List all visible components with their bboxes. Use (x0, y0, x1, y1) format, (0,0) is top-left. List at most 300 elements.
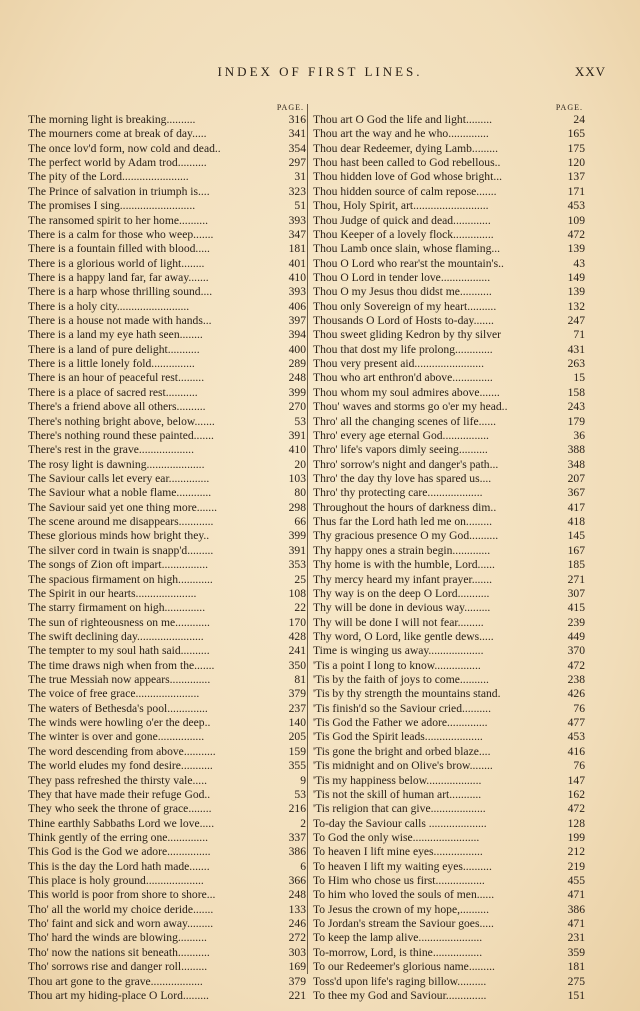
page-reference: 428 (288, 629, 306, 643)
page-reference: 207 (567, 471, 585, 485)
first-line-text: Thou Judge of quick and dead............. (313, 213, 491, 227)
index-entry (313, 989, 585, 1003)
index-entry (28, 170, 306, 184)
index-entry (313, 486, 585, 500)
page-header (0, 64, 640, 84)
index-entry (313, 817, 585, 831)
page-reference: 145 (567, 529, 585, 543)
first-line-text: Thou that dost my life prolong............. (313, 342, 493, 356)
index-entry (313, 587, 585, 601)
index-entry (313, 242, 585, 256)
first-line-text: Thou hidden love of God whose bright... (313, 170, 503, 184)
first-line-text: The voice of free grace...................... (28, 687, 200, 701)
page-reference: 472 (567, 658, 585, 672)
first-line-text: Thou O Lord in tender love................. (313, 270, 491, 284)
index-entry (313, 127, 585, 141)
index-entry (28, 429, 306, 443)
first-line-text: Thy gracious presence O my God.......... (313, 529, 499, 543)
first-line-text: 'Tis my happiness below................... (313, 773, 482, 787)
first-line-text: The winds were howling o'er the deep.. (28, 716, 211, 730)
index-entry (313, 960, 585, 974)
page-reference: 199 (567, 830, 585, 844)
first-line-text: To our Redeemer's glorious name......... (313, 960, 495, 974)
page-number: XXV (574, 64, 606, 79)
first-line-text: Thou hast been called to God rebellous.. (313, 156, 501, 170)
page-reference: 36 (573, 428, 585, 442)
first-line-text: The perfect world by Adam trod.......... (28, 156, 207, 170)
page-reference: 120 (567, 156, 585, 170)
index-entry (313, 716, 585, 730)
index-entry (313, 285, 585, 299)
column-header: PAGE. (555, 103, 583, 112)
page-reference: 417 (567, 500, 585, 514)
left-column (28, 103, 306, 1003)
page-reference: 426 (567, 687, 585, 701)
first-line-text: The Saviour said yet one thing more....... (28, 500, 218, 514)
first-line-text: Thou Keeper of a lovely flock.............. (313, 227, 494, 241)
first-line-text: 'Tis God the Spirit leads.................... (313, 730, 483, 744)
page-reference: 472 (567, 802, 585, 816)
first-line-text: 'Tis finish'd so the Saviour cried.......... (313, 701, 491, 715)
index-entry (28, 501, 306, 515)
page-reference: 109 (567, 213, 585, 227)
index-entry (28, 357, 306, 371)
page-reference: 406 (288, 299, 306, 313)
index-entry (28, 242, 306, 256)
index-entry (28, 257, 306, 271)
index-entry (313, 558, 585, 572)
first-line-text: The time draws nigh when from the....... (28, 658, 215, 672)
page-reference: 137 (567, 170, 585, 184)
page-reference: 270 (288, 400, 306, 414)
page-reference: 399 (288, 529, 306, 543)
index-entry (28, 587, 306, 601)
index-entry (313, 443, 585, 457)
first-line-text: Thy will be done in devious way......... (313, 601, 491, 615)
page-reference: 394 (288, 328, 306, 342)
page-reference: 397 (288, 314, 306, 328)
index-entry (28, 573, 306, 587)
page-reference: 181 (288, 242, 306, 256)
entry-list (28, 113, 306, 1003)
index-entry (313, 573, 585, 587)
first-line-text: To him who loved the souls of men...... (313, 888, 495, 902)
index-entry (313, 931, 585, 945)
page-reference: 140 (288, 716, 306, 730)
index-entry (313, 788, 585, 802)
page-reference: 272 (288, 931, 306, 945)
index-entry (28, 817, 306, 831)
page-reference: 386 (288, 845, 306, 859)
index-entry (313, 802, 585, 816)
page-reference: 2 (300, 816, 306, 830)
index-entry (28, 702, 306, 716)
page-reference: 139 (567, 242, 585, 256)
page-title: INDEX OF FIRST LINES. (217, 64, 423, 79)
index-entry (28, 673, 306, 687)
index-entry (28, 228, 306, 242)
page-reference: 71 (573, 328, 585, 342)
index-entry (313, 170, 585, 184)
first-line-text: There is a happy land far, far away....... (28, 270, 209, 284)
page-reference: 133 (288, 902, 306, 916)
right-column (313, 103, 585, 1003)
index-entry (28, 400, 306, 414)
page-reference: 247 (567, 314, 585, 328)
index-entry (313, 386, 585, 400)
first-line-text: The word descending from above........... (28, 744, 216, 758)
first-line-text: Thou very present aid........................ (313, 357, 484, 371)
first-line-text: Thro' thy protecting care................... (313, 486, 483, 500)
page-reference: 453 (567, 730, 585, 744)
index-entry (313, 759, 585, 773)
first-line-text: Think gently of the erring one.............. (28, 830, 208, 844)
page-reference: 108 (288, 586, 306, 600)
first-line-text: 'Tis by thy strength the mountains stand. (313, 687, 501, 701)
page-reference: 53 (294, 414, 306, 428)
index-entry (313, 659, 585, 673)
index-entry (28, 156, 306, 170)
first-line-text: There is a place of sacred rest........... (28, 385, 198, 399)
first-line-text: To Him who chose us first................. (313, 874, 485, 888)
index-entry (313, 860, 585, 874)
index-entry (28, 874, 306, 888)
first-line-text: The tempter to my soul hath said.......... (28, 644, 210, 658)
page-reference: 418 (567, 515, 585, 529)
index-entry (28, 917, 306, 931)
first-line-text: To Jesus the crown of my hope,.......... (313, 902, 489, 916)
index-entry (28, 558, 306, 572)
page-reference: 323 (288, 184, 306, 198)
page-reference: 303 (288, 945, 306, 959)
first-line-text: Thy happy ones a strain begin............. (313, 543, 491, 557)
index-entry (28, 458, 306, 472)
page-reference: 205 (288, 730, 306, 744)
index-entry (313, 975, 585, 989)
page-reference: 212 (567, 845, 585, 859)
page-reference: 391 (288, 543, 306, 557)
first-line-text: 'Tis by the faith of joys to come.......... (313, 673, 489, 687)
first-line-text: Thy mercy heard my infant prayer....... (313, 572, 492, 586)
index-entry (28, 975, 306, 989)
page-reference: 393 (288, 285, 306, 299)
first-line-text: To thee my God and Saviour.............. (313, 988, 487, 1002)
index-entry (313, 328, 585, 342)
first-line-text: 'Tis a point I long to know................ (313, 658, 481, 672)
page-reference: 53 (294, 787, 306, 801)
index-entry (313, 415, 585, 429)
page-reference: 379 (288, 974, 306, 988)
page-reference: 477 (567, 716, 585, 730)
index-entry (28, 888, 306, 902)
page-reference: 181 (567, 960, 585, 974)
first-line-text: To heaven I lift my waiting eyes.......... (313, 859, 492, 873)
page-reference: 25 (294, 572, 306, 586)
page-reference: 20 (294, 457, 306, 471)
page-reference: 158 (567, 385, 585, 399)
page-reference: 379 (288, 687, 306, 701)
index-entry (313, 257, 585, 271)
page-reference: 76 (573, 759, 585, 773)
index-entry (28, 644, 306, 658)
index-entry (28, 343, 306, 357)
page-reference: 51 (294, 199, 306, 213)
page-reference: 453 (567, 199, 585, 213)
page-reference: 370 (567, 644, 585, 658)
page-reference: 6 (300, 859, 306, 873)
index-entry (313, 774, 585, 788)
index-entry (28, 314, 306, 328)
first-line-text: Tho' sorrows rise and danger roll......... (28, 960, 208, 974)
page-reference: 103 (288, 471, 306, 485)
page-reference: 231 (567, 931, 585, 945)
index-entry (28, 687, 306, 701)
first-line-text: There is a land of pure delight........... (28, 342, 200, 356)
index-entry (28, 544, 306, 558)
first-line-text: These glorious minds how bright they.. (28, 529, 210, 543)
page-reference: 15 (573, 371, 585, 385)
first-line-text: There's nothing bright above, below....... (28, 414, 215, 428)
index-entry (28, 745, 306, 759)
index-entry (28, 472, 306, 486)
first-line-text: The Saviour calls let every ear.............. (28, 471, 210, 485)
page-reference: 410 (288, 270, 306, 284)
first-line-text: Thy way is on the deep O Lord........... (313, 586, 490, 600)
first-line-text: Thy word, O Lord, like gentle dews..... (313, 629, 494, 643)
first-line-text: To-morrow, Lord, is thine................. (313, 945, 483, 959)
first-line-text: The silver cord in twain is snapp'd......... (28, 543, 214, 557)
page-reference: 149 (567, 270, 585, 284)
page-reference: 399 (288, 385, 306, 399)
first-line-text: 'Tis not the skill of human art........... (313, 787, 482, 801)
page-reference: 81 (294, 673, 306, 687)
index-entry (313, 429, 585, 443)
page-reference: 455 (567, 874, 585, 888)
index-entry (28, 214, 306, 228)
first-line-text: Thou art the way and he who.............. (313, 127, 489, 141)
index-entry (28, 730, 306, 744)
page-reference: 31 (294, 170, 306, 184)
first-line-text: Thou hidden source of calm repose....... (313, 184, 497, 198)
first-line-text: Thro' life's vapors dimly seeing.......... (313, 443, 488, 457)
index-entry (28, 759, 306, 773)
index-entry (313, 673, 585, 687)
page-reference: 80 (294, 486, 306, 500)
index-entry (28, 285, 306, 299)
first-line-text: Thou whom my soul admires above....... (313, 385, 500, 399)
page-reference: 159 (288, 744, 306, 758)
first-line-text: They that have made their refuge God.. (28, 787, 211, 801)
first-line-text: Thou art O God the life and light......... (313, 113, 493, 126)
index-entry (313, 616, 585, 630)
index-entry (313, 730, 585, 744)
first-line-text: Thro' all the changing scenes of life...... (313, 414, 497, 428)
page-reference: 388 (567, 443, 585, 457)
first-line-text: This world is poor from shore to shore... (28, 888, 216, 902)
page-reference: 171 (567, 184, 585, 198)
first-line-text: The true Messiah now appears.............. (28, 673, 211, 687)
first-line-text: The spacious firmament on high............ (28, 572, 213, 586)
index-entry (313, 228, 585, 242)
first-line-text: The once lov'd form, now cold and dead.. (28, 141, 221, 155)
index-entry (313, 874, 585, 888)
column-header: PAGE. (276, 103, 304, 112)
page-reference: 347 (288, 227, 306, 241)
first-line-text: There's a friend above all others.......... (28, 400, 206, 414)
page-reference: 169 (288, 960, 306, 974)
first-line-text: There's rest in the grave................... (28, 443, 194, 457)
index-entry (28, 931, 306, 945)
entry-list (313, 113, 585, 1003)
index-entry (313, 156, 585, 170)
first-line-text: Thou dear Redeemer, dying Lamb......... (313, 141, 498, 155)
page-reference: 289 (288, 357, 306, 371)
page-reference: 237 (288, 701, 306, 715)
first-line-text: There is a fountain filled with blood..... (28, 242, 210, 256)
page-reference: 471 (567, 917, 585, 931)
index-entry (28, 127, 306, 141)
page-reference: 243 (567, 400, 585, 414)
first-line-text: The Prince of salvation in triumph is.... (28, 184, 210, 198)
page-reference: 9 (300, 773, 306, 787)
page-reference: 307 (567, 586, 585, 600)
first-line-text: To keep the lamp alive...................... (313, 931, 483, 945)
first-line-text: There is a glorious world of light........ (28, 256, 205, 270)
first-line-text: They who seek the throne of grace........ (28, 802, 212, 816)
first-line-text: Tho' hard the winds are blowing.......... (28, 931, 207, 945)
first-line-text: There is a land my eye hath seen........ (28, 328, 203, 342)
first-line-text: 'Tis God the Father we adore.............. (313, 716, 488, 730)
page-reference: 22 (294, 601, 306, 615)
first-line-text: This place is holy ground.................... (28, 874, 204, 888)
first-line-text: Thy will be done I will not fear......... (313, 615, 484, 629)
first-line-text: Thou' waves and storms go o'er my head.. (313, 400, 508, 414)
index-entry (28, 199, 306, 213)
page-reference: 170 (288, 615, 306, 629)
first-line-text: There is a house not made with hands... (28, 314, 212, 328)
first-line-text: To God the only wise....................... (313, 830, 480, 844)
first-line-text: There is an hour of peaceful rest......... (28, 371, 205, 385)
first-line-text: There's nothing round these painted....... (28, 428, 214, 442)
first-line-text: The mourners come at break of day..... (28, 127, 207, 141)
page-reference: 353 (288, 558, 306, 572)
first-line-text: There is a harp whose thrilling sound.... (28, 285, 213, 299)
first-line-text: There is a little lonely fold............... (28, 357, 195, 371)
index-entry (313, 199, 585, 213)
page-reference: 165 (567, 127, 585, 141)
first-line-text: The swift declining day....................... (28, 629, 204, 643)
page-reference: 167 (567, 543, 585, 557)
index-entry (28, 142, 306, 156)
page-reference: 175 (567, 141, 585, 155)
first-line-text: Thus far the Lord hath led me on......... (313, 515, 493, 529)
index-entry (28, 960, 306, 974)
first-line-text: Thou only Sovereign of my heart.......... (313, 299, 497, 313)
page-reference: 76 (573, 701, 585, 715)
first-line-text: They pass refreshed the thirsty vale..... (28, 773, 208, 787)
first-line-text: Thou, Holy Spirit, art.......................... (313, 199, 489, 213)
page-reference: 147 (567, 773, 585, 787)
page-reference: 449 (567, 629, 585, 643)
index-entry (28, 774, 306, 788)
index-entry (313, 113, 585, 127)
first-line-text: The morning light is breaking.......... (28, 113, 196, 126)
first-line-text: Thou O Lord who rear'st the mountain's.. (313, 256, 504, 270)
first-line-text: The starry firmament on high.............. (28, 601, 206, 615)
page-reference: 366 (288, 874, 306, 888)
page-reference: 341 (288, 127, 306, 141)
first-line-text: The ransomed spirit to her home.......... (28, 213, 208, 227)
first-line-text: The sun of righteousness on me............ (28, 615, 210, 629)
page-reference: 337 (288, 830, 306, 844)
index-entry (28, 616, 306, 630)
index-entry (313, 185, 585, 199)
page-reference: 391 (288, 428, 306, 442)
index-entry (28, 185, 306, 199)
first-line-text: This is the day the Lord hath made....... (28, 859, 210, 873)
first-line-text: Tho' faint and sick and worn away......... (28, 917, 214, 931)
index-entry (28, 946, 306, 960)
first-line-text: There is a holy city......................... (28, 299, 190, 313)
index-entry (28, 271, 306, 285)
index-entry (313, 357, 585, 371)
page-reference: 410 (288, 443, 306, 457)
first-line-text: Thou art gone to the grave.................. (28, 974, 203, 988)
index-entry (28, 831, 306, 845)
page-reference: 219 (567, 859, 585, 873)
page-reference: 316 (288, 113, 306, 126)
index-entry (313, 214, 585, 228)
first-line-text: The pity of the Lord....................... (28, 170, 189, 184)
index-entry (28, 515, 306, 529)
index-entry (28, 788, 306, 802)
page-reference: 350 (288, 658, 306, 672)
page-reference: 386 (567, 902, 585, 916)
index-entry (28, 716, 306, 730)
first-line-text: To Jordan's stream the Saviour goes..... (313, 917, 494, 931)
page-reference: 367 (567, 486, 585, 500)
index-entry (313, 745, 585, 759)
index-entry (28, 989, 306, 1003)
first-line-text: To-day the Saviour calls .................... (313, 816, 487, 830)
page-reference: 359 (567, 945, 585, 959)
index-entry (28, 113, 306, 127)
index-entry (28, 659, 306, 673)
first-line-text: The promises I sing.......................... (28, 199, 196, 213)
first-line-text: 'Tis midnight and on Olive's brow........ (313, 759, 493, 773)
first-line-text: The songs of Zion oft impart................ (28, 558, 209, 572)
first-line-text: Thou art my hiding-place O Lord......... (28, 988, 209, 1002)
index-entry (28, 486, 306, 500)
first-line-text: The scene around me disappears............ (28, 515, 214, 529)
index-entry (313, 601, 585, 615)
index-entry (313, 687, 585, 701)
first-line-text: The rosy light is dawning.................... (28, 457, 205, 471)
index-entry (313, 903, 585, 917)
page-reference: 393 (288, 213, 306, 227)
index-entry (313, 400, 585, 414)
index-entry (28, 601, 306, 615)
index-entry (313, 831, 585, 845)
page-reference: 43 (573, 256, 585, 270)
index-entry (28, 802, 306, 816)
page-reference: 151 (567, 988, 585, 1002)
first-line-text: The Saviour what a noble flame............ (28, 486, 212, 500)
page-reference: 221 (288, 988, 306, 1002)
first-line-text: Thou O my Jesus thou didst me........... (313, 285, 492, 299)
index-entry (28, 630, 306, 644)
index-entry (28, 371, 306, 385)
